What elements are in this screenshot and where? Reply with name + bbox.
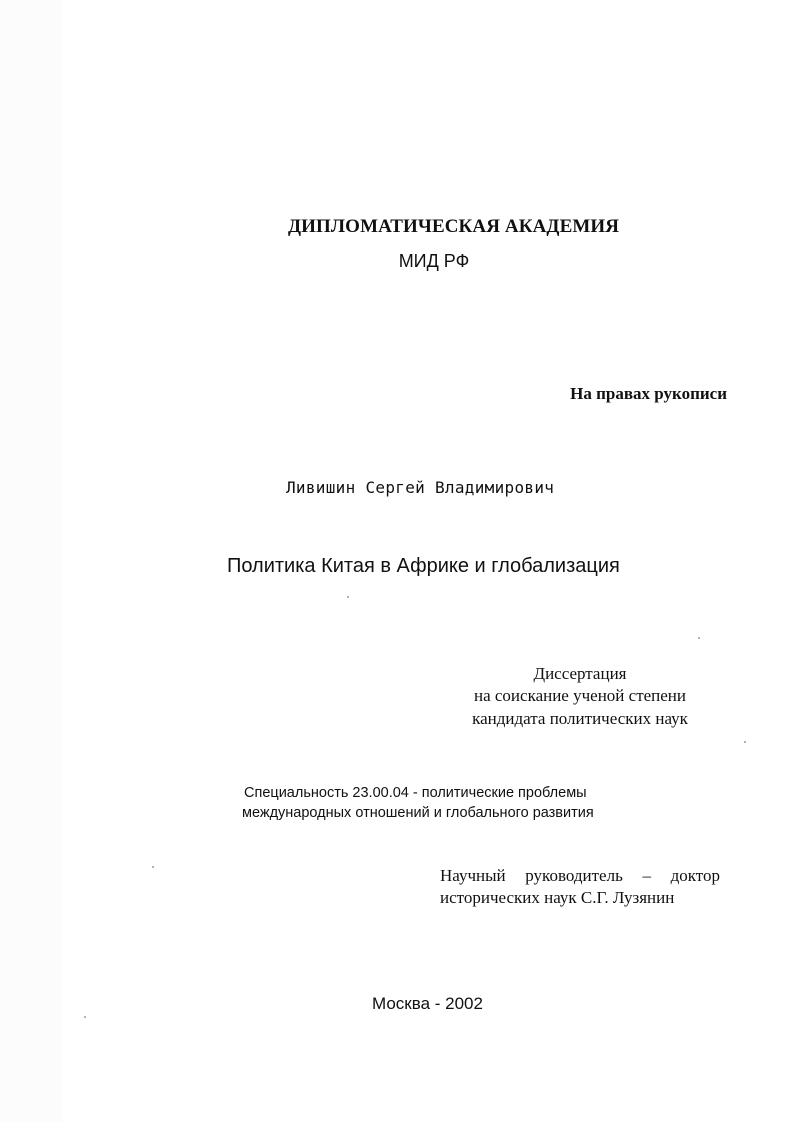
scan-margin [0,0,62,1122]
degree-line: кандидата политических наук [472,709,688,728]
specialty-line: Специальность 23.00.04 - политические проблемы [244,785,587,801]
place-year: Москва - 2002 [372,994,483,1013]
degree-line: Диссертация [533,664,627,683]
scan-speck [347,596,349,598]
scan-speck [698,637,700,639]
advisor-line: Научный руководитель – доктор [440,866,720,885]
specialty-line: международных отношений и глобального развития [242,805,594,821]
scan-speck [744,741,746,743]
author-name: Ливишин Сергей Владимирович [286,478,555,497]
ministry-name: МИД РФ [398,251,470,271]
dissertation-title: Политика Китая в Африке и глобализация [227,555,620,577]
scan-speck [152,866,154,868]
degree-line: на соискание ученой степени [473,686,687,705]
institution-name: ДИПЛОМАТИЧЕСКАЯ АКАДЕМИЯ [288,216,620,237]
rights-notice: На правах рукописи [570,384,727,403]
advisor-line: исторических наук С.Г. Лузянин [440,888,675,907]
scan-speck [84,1016,86,1018]
